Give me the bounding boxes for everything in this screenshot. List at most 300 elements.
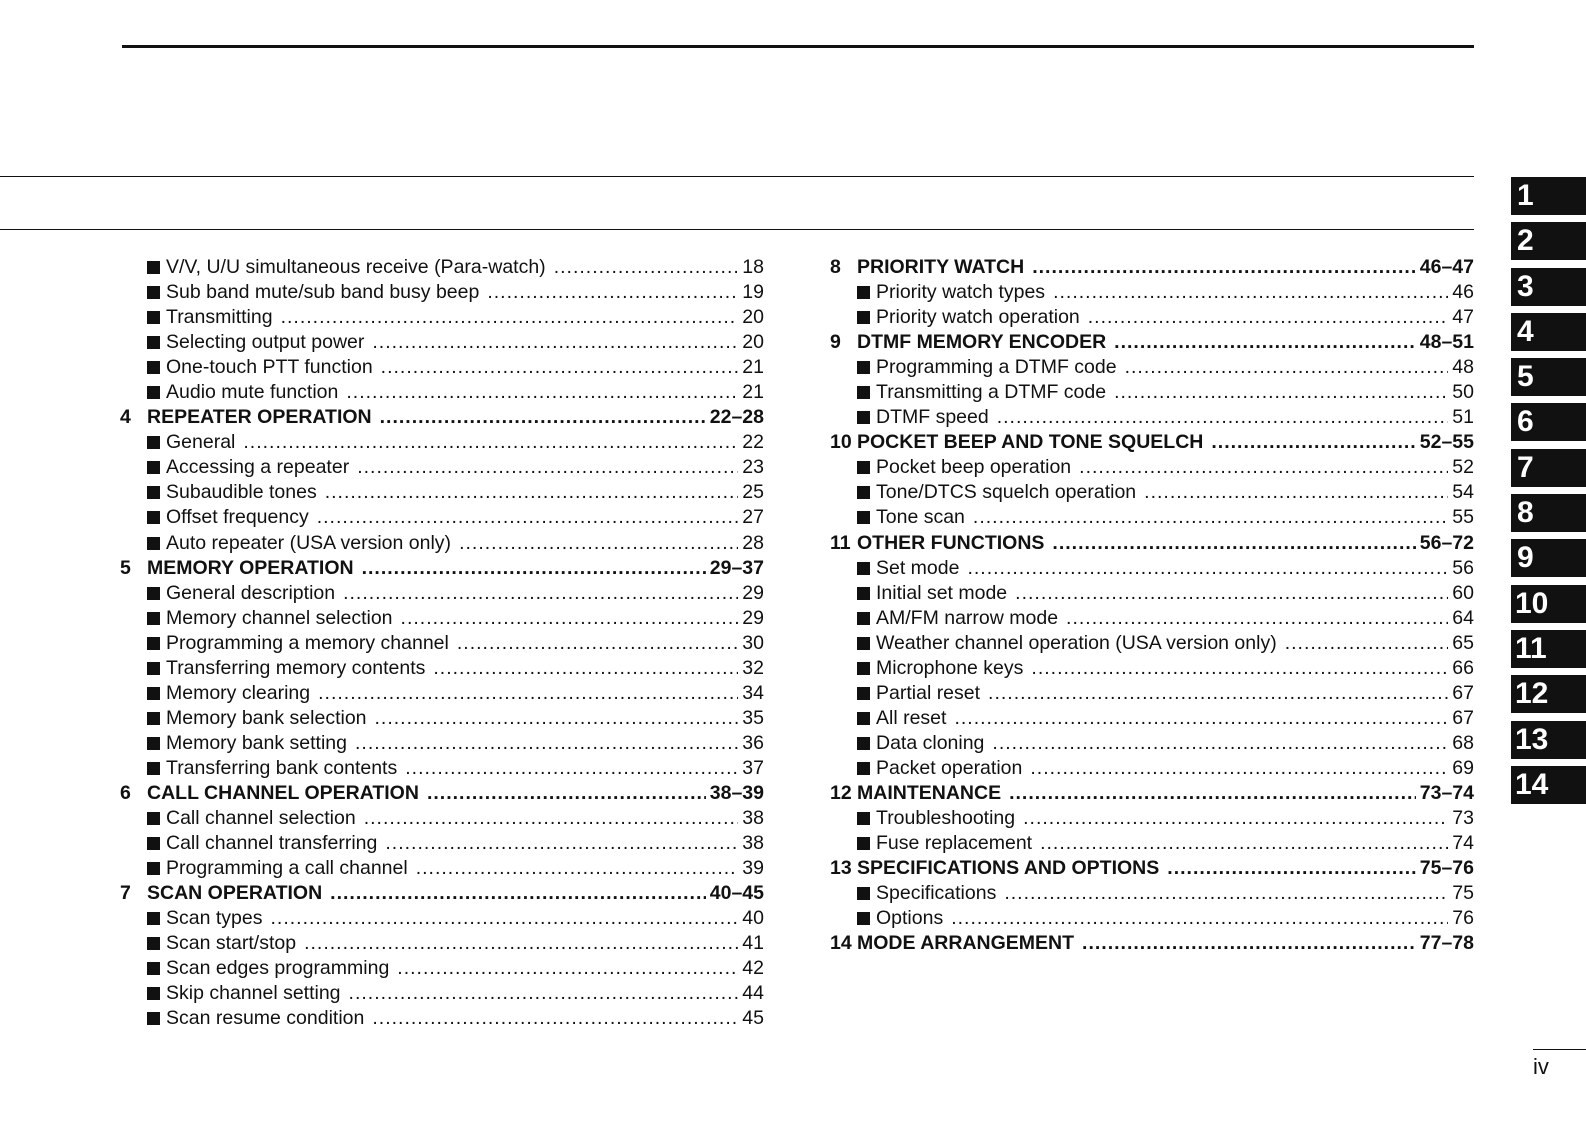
toc-section-heading[interactable] bbox=[120, 405, 764, 430]
toc-section-number: 10 bbox=[830, 431, 852, 454]
toc-title: SCAN OPERATION bbox=[147, 882, 323, 905]
dot-leader bbox=[1031, 656, 1448, 681]
square-bullet-icon bbox=[857, 887, 870, 900]
toc-page-number: 18 bbox=[742, 256, 764, 278]
toc-title: Transmitting bbox=[166, 306, 273, 329]
square-bullet-icon bbox=[147, 862, 160, 875]
toc-page-number: 73 bbox=[1452, 807, 1474, 830]
dot-leader bbox=[380, 405, 706, 430]
dot-leader bbox=[325, 480, 739, 505]
toc-entry[interactable] bbox=[830, 405, 1474, 430]
dot-leader bbox=[487, 280, 738, 305]
toc-page-number: 46–47 bbox=[1419, 256, 1474, 278]
dot-leader bbox=[405, 756, 738, 781]
toc-title: Tone scan bbox=[876, 506, 965, 529]
toc-title: Programming a memory channel bbox=[166, 631, 449, 654]
section-tab-10[interactable]: 10 bbox=[1511, 585, 1586, 623]
toc-entry[interactable] bbox=[120, 1006, 764, 1031]
toc-title: POCKET BEEP AND TONE SQUELCH bbox=[857, 431, 1204, 454]
dot-leader bbox=[385, 831, 738, 856]
square-bullet-icon bbox=[147, 587, 160, 600]
toc-entry[interactable] bbox=[120, 706, 764, 731]
toc-entry[interactable] bbox=[830, 355, 1474, 380]
toc-page-number: 69 bbox=[1452, 756, 1474, 779]
toc-page-number: 29 bbox=[742, 606, 764, 629]
toc-page-number: 22 bbox=[742, 431, 764, 454]
toc-page-number: 39 bbox=[742, 857, 764, 880]
toc-title: Scan resume condition bbox=[166, 1007, 365, 1030]
square-bullet-icon bbox=[147, 737, 160, 750]
dot-leader bbox=[1053, 280, 1448, 305]
toc-section-heading[interactable] bbox=[830, 931, 1474, 956]
toc-entry[interactable] bbox=[120, 981, 764, 1006]
section-tab-3[interactable]: 3 bbox=[1511, 268, 1586, 306]
square-bullet-icon bbox=[147, 962, 160, 975]
toc-page-number: 40 bbox=[742, 907, 764, 930]
square-bullet-icon bbox=[147, 612, 160, 625]
toc-page-number: 21 bbox=[742, 381, 764, 404]
section-tab-2[interactable]: 2 bbox=[1511, 222, 1586, 260]
toc-page-number: 34 bbox=[742, 681, 764, 704]
toc-title: Troubleshooting bbox=[876, 807, 1016, 830]
square-bullet-icon bbox=[147, 1012, 160, 1025]
toc-title: Skip channel setting bbox=[166, 982, 341, 1005]
folio-rule bbox=[1533, 1049, 1586, 1050]
toc-page-number: 75 bbox=[1452, 882, 1474, 905]
square-bullet-icon bbox=[857, 411, 870, 424]
square-bullet-icon bbox=[147, 386, 160, 399]
dot-leader bbox=[554, 255, 739, 280]
dot-leader bbox=[372, 1006, 738, 1031]
toc-page-number: 54 bbox=[1452, 481, 1474, 504]
toc-title: Pocket beep operation bbox=[876, 456, 1072, 479]
toc-page-number: 28 bbox=[742, 531, 764, 554]
dot-leader bbox=[1015, 581, 1448, 606]
square-bullet-icon bbox=[147, 461, 160, 474]
toc-entry[interactable] bbox=[830, 756, 1474, 781]
dot-leader bbox=[381, 355, 739, 380]
toc-page-number: 45 bbox=[742, 1007, 764, 1030]
square-bullet-icon bbox=[147, 361, 160, 374]
square-bullet-icon bbox=[147, 261, 160, 274]
toc-page-number: 68 bbox=[1452, 731, 1474, 754]
toc-entry[interactable] bbox=[120, 531, 764, 556]
dot-leader bbox=[401, 606, 739, 631]
toc-page-number: 38–39 bbox=[709, 781, 764, 804]
square-bullet-icon bbox=[857, 837, 870, 850]
square-bullet-icon bbox=[857, 762, 870, 775]
square-bullet-icon bbox=[147, 812, 160, 825]
toc-page-number: 75–76 bbox=[1419, 857, 1474, 880]
toc-entry[interactable] bbox=[120, 430, 764, 455]
toc-entry[interactable] bbox=[830, 556, 1474, 581]
top-rule bbox=[122, 45, 1474, 48]
toc-section-number: 14 bbox=[830, 932, 852, 955]
toc-entry[interactable] bbox=[120, 305, 764, 330]
dot-leader bbox=[1052, 531, 1415, 556]
toc-title: Set mode bbox=[876, 556, 960, 579]
toc-section-heading[interactable] bbox=[120, 781, 764, 806]
dot-leader bbox=[372, 330, 738, 355]
section-tab-4[interactable]: 4 bbox=[1511, 313, 1586, 351]
toc-entry[interactable] bbox=[830, 906, 1474, 931]
toc-section-number: 6 bbox=[120, 781, 131, 804]
toc-section-heading[interactable] bbox=[830, 255, 1474, 280]
square-bullet-icon bbox=[147, 762, 160, 775]
toc-page-number: 29–37 bbox=[709, 556, 764, 579]
toc-title: Scan start/stop bbox=[166, 932, 297, 955]
toc-section-heading[interactable] bbox=[120, 881, 764, 906]
dot-leader bbox=[1030, 756, 1448, 781]
toc-title: Auto repeater (USA version only) bbox=[166, 531, 452, 554]
toc-page-number: 74 bbox=[1452, 832, 1474, 855]
toc-section-number: 9 bbox=[830, 331, 841, 354]
section-tab-7[interactable]: 7 bbox=[1511, 449, 1586, 487]
dot-leader bbox=[355, 731, 738, 756]
dot-leader bbox=[427, 781, 706, 806]
toc-entry[interactable] bbox=[120, 330, 764, 355]
dot-leader bbox=[1114, 380, 1448, 405]
toc-entry[interactable] bbox=[120, 681, 764, 706]
section-tab-14[interactable]: 14 bbox=[1511, 766, 1586, 804]
toc-section-heading[interactable] bbox=[830, 781, 1474, 806]
toc-title: Priority watch types bbox=[876, 281, 1046, 304]
toc-entry[interactable] bbox=[830, 455, 1474, 480]
toc-entry[interactable] bbox=[120, 956, 764, 981]
toc-page-number: 76 bbox=[1452, 907, 1474, 930]
dot-leader bbox=[1211, 430, 1415, 455]
dot-leader bbox=[997, 405, 1449, 430]
square-bullet-icon bbox=[857, 687, 870, 700]
toc-title: Transferring memory contents bbox=[166, 656, 426, 679]
toc-section-number: 7 bbox=[120, 882, 131, 905]
toc-page-number: 29 bbox=[742, 581, 764, 604]
dot-leader bbox=[967, 556, 1448, 581]
section-tab-11[interactable]: 11 bbox=[1511, 630, 1586, 668]
toc-title: Data cloning bbox=[876, 731, 985, 754]
section-tab-9[interactable]: 9 bbox=[1511, 539, 1586, 577]
dot-leader bbox=[459, 531, 738, 556]
toc-title: DTMF speed bbox=[876, 406, 989, 429]
square-bullet-icon bbox=[147, 662, 160, 675]
toc-title: Scan types bbox=[166, 907, 263, 930]
toc-right-column bbox=[830, 255, 1474, 956]
toc-title: MODE ARRANGEMENT bbox=[857, 932, 1075, 955]
square-bullet-icon bbox=[857, 486, 870, 499]
square-bullet-icon bbox=[147, 912, 160, 925]
toc-section-heading[interactable] bbox=[830, 856, 1474, 881]
toc-entry[interactable] bbox=[120, 631, 764, 656]
section-tab-1[interactable]: 1 bbox=[1511, 177, 1586, 215]
dot-leader bbox=[375, 706, 739, 731]
dot-leader bbox=[951, 906, 1448, 931]
toc-title: Transferring bank contents bbox=[166, 756, 398, 779]
toc-section-heading[interactable] bbox=[120, 556, 764, 581]
toc-title: Programming a call channel bbox=[166, 857, 408, 880]
toc-title: Specifications bbox=[876, 882, 997, 905]
toc-entry[interactable] bbox=[830, 731, 1474, 756]
toc-title: DTMF MEMORY ENCODER bbox=[857, 331, 1107, 354]
toc-section-heading[interactable] bbox=[830, 330, 1474, 355]
toc-page-number: 66 bbox=[1452, 656, 1474, 679]
toc-title: REPEATER OPERATION bbox=[147, 406, 372, 429]
toc-title: One-touch PTT function bbox=[166, 356, 373, 379]
toc-title: Memory bank setting bbox=[166, 731, 347, 754]
dot-leader bbox=[1066, 606, 1448, 631]
toc-page-number: 22–28 bbox=[709, 406, 764, 429]
toc-entry[interactable] bbox=[830, 806, 1474, 831]
dot-leader bbox=[364, 806, 739, 831]
dot-leader bbox=[988, 681, 1448, 706]
toc-title: General description bbox=[166, 581, 336, 604]
toc-page-number: 36 bbox=[742, 731, 764, 754]
toc-entry[interactable] bbox=[830, 380, 1474, 405]
toc-page-number: 51 bbox=[1452, 406, 1474, 429]
toc-title: OTHER FUNCTIONS bbox=[857, 531, 1045, 554]
section-tab-6[interactable]: 6 bbox=[1511, 403, 1586, 441]
square-bullet-icon bbox=[857, 912, 870, 925]
toc-page-number: 56–72 bbox=[1419, 531, 1474, 554]
dot-leader bbox=[357, 455, 738, 480]
toc-entry[interactable] bbox=[830, 305, 1474, 330]
dot-leader bbox=[318, 681, 738, 706]
toc-title: Initial set mode bbox=[876, 581, 1008, 604]
toc-entry[interactable] bbox=[120, 731, 764, 756]
toc-page-number: 20 bbox=[742, 331, 764, 354]
toc-section-number: 12 bbox=[830, 781, 852, 804]
toc-entry[interactable] bbox=[120, 380, 764, 405]
toc-entry[interactable] bbox=[830, 831, 1474, 856]
toc-title: AM/FM narrow mode bbox=[876, 606, 1059, 629]
dot-leader bbox=[457, 631, 738, 656]
toc-entry[interactable] bbox=[120, 656, 764, 681]
toc-entry[interactable] bbox=[120, 505, 764, 530]
square-bullet-icon bbox=[147, 336, 160, 349]
toc-title: MAINTENANCE bbox=[857, 781, 1002, 804]
square-bullet-icon bbox=[147, 311, 160, 324]
toc-page-number: 23 bbox=[742, 456, 764, 479]
toc-section-number: 5 bbox=[120, 556, 131, 579]
square-bullet-icon bbox=[147, 987, 160, 1000]
toc-page-number: 55 bbox=[1452, 506, 1474, 529]
toc-page-number: 41 bbox=[742, 932, 764, 955]
dot-leader bbox=[243, 430, 738, 455]
dot-leader bbox=[992, 731, 1448, 756]
toc-page-number: 40–45 bbox=[709, 882, 764, 905]
dot-leader bbox=[1114, 330, 1416, 355]
toc-entry[interactable] bbox=[830, 581, 1474, 606]
toc-entry[interactable] bbox=[830, 631, 1474, 656]
toc-page-number: 52 bbox=[1452, 456, 1474, 479]
toc-section-number: 4 bbox=[120, 406, 131, 429]
section-tab-5[interactable]: 5 bbox=[1511, 358, 1586, 396]
dot-leader bbox=[281, 305, 739, 330]
toc-entry[interactable] bbox=[120, 280, 764, 305]
dot-leader bbox=[362, 556, 706, 581]
square-bullet-icon bbox=[857, 712, 870, 725]
toc-title: Subaudible tones bbox=[166, 481, 317, 504]
toc-entry[interactable] bbox=[120, 831, 764, 856]
toc-page-number: 37 bbox=[742, 756, 764, 779]
toc-entry[interactable] bbox=[120, 455, 764, 480]
toc-page-number: 44 bbox=[742, 982, 764, 1005]
dot-leader bbox=[1125, 355, 1449, 380]
toc-entry[interactable] bbox=[120, 906, 764, 931]
toc-entry[interactable] bbox=[830, 706, 1474, 731]
toc-page-number: 27 bbox=[742, 506, 764, 529]
toc-entry[interactable] bbox=[830, 681, 1474, 706]
toc-page-number: 21 bbox=[742, 356, 764, 379]
toc-title: Memory channel selection bbox=[166, 606, 393, 629]
toc-page-number: 64 bbox=[1452, 606, 1474, 629]
toc-title: PRIORITY WATCH bbox=[857, 256, 1025, 278]
dot-leader bbox=[317, 505, 739, 530]
square-bullet-icon bbox=[857, 587, 870, 600]
toc-title: Accessing a repeater bbox=[166, 456, 350, 479]
square-bullet-icon bbox=[147, 286, 160, 299]
toc-entry[interactable] bbox=[830, 606, 1474, 631]
toc-entry[interactable] bbox=[120, 355, 764, 380]
toc-entry[interactable] bbox=[120, 756, 764, 781]
toc-entry[interactable] bbox=[120, 606, 764, 631]
dot-leader bbox=[349, 981, 739, 1006]
toc-page-number: 47 bbox=[1452, 306, 1474, 329]
toc-page-number: 38 bbox=[742, 807, 764, 830]
toc-entry[interactable] bbox=[120, 480, 764, 505]
toc-title: Transmitting a DTMF code bbox=[876, 381, 1107, 404]
toc-title: CALL CHANNEL OPERATION bbox=[147, 781, 419, 804]
dot-leader bbox=[433, 656, 738, 681]
dot-leader bbox=[346, 380, 738, 405]
toc-entry[interactable] bbox=[830, 480, 1474, 505]
dot-leader bbox=[304, 931, 738, 956]
toc-page-number: 32 bbox=[742, 656, 764, 679]
toc-page-number: 52–55 bbox=[1419, 431, 1474, 454]
toc-page-number: 42 bbox=[742, 957, 764, 980]
toc-page-number: 73–74 bbox=[1419, 781, 1474, 804]
toc-title: MEMORY OPERATION bbox=[147, 556, 354, 579]
toc-entry[interactable] bbox=[830, 505, 1474, 530]
toc-title: Partial reset bbox=[876, 681, 981, 704]
square-bullet-icon bbox=[147, 486, 160, 499]
toc-page-number: 48–51 bbox=[1419, 331, 1474, 354]
toc-page-number: 46 bbox=[1452, 281, 1474, 304]
square-bullet-icon bbox=[857, 612, 870, 625]
toc-entry[interactable] bbox=[830, 280, 1474, 305]
toc-section-number: 13 bbox=[830, 857, 852, 880]
square-bullet-icon bbox=[857, 311, 870, 324]
square-bullet-icon bbox=[857, 662, 870, 675]
dot-leader bbox=[1082, 931, 1416, 956]
toc-title: Call channel transferring bbox=[166, 832, 378, 855]
toc-title: Microphone keys bbox=[876, 656, 1024, 679]
toc-title: General bbox=[166, 431, 236, 454]
toc-entry[interactable] bbox=[120, 931, 764, 956]
square-bullet-icon bbox=[857, 637, 870, 650]
toc-title: Options bbox=[876, 907, 944, 930]
toc-title: Tone/DTCS squelch operation bbox=[876, 481, 1137, 504]
toc-entry[interactable] bbox=[830, 656, 1474, 681]
toc-title: Packet operation bbox=[876, 756, 1023, 779]
toc-page-number: 20 bbox=[742, 306, 764, 329]
section-tab-8[interactable]: 8 bbox=[1511, 494, 1586, 532]
toc-title: Call channel selection bbox=[166, 807, 356, 830]
dot-leader bbox=[1079, 455, 1448, 480]
square-bullet-icon bbox=[857, 386, 870, 399]
square-bullet-icon bbox=[857, 737, 870, 750]
square-bullet-icon bbox=[147, 537, 160, 550]
square-bullet-icon bbox=[857, 511, 870, 524]
square-bullet-icon bbox=[147, 937, 160, 950]
dot-leader bbox=[1009, 781, 1416, 806]
toc-section-heading[interactable] bbox=[830, 531, 1474, 556]
toc-title: V/V, U/U simultaneous receive (Para-watch) bbox=[166, 256, 546, 278]
dot-leader bbox=[1032, 255, 1416, 280]
toc-page-number: 48 bbox=[1452, 356, 1474, 379]
section-tabs bbox=[1511, 177, 1586, 811]
toc-page-number: 77–78 bbox=[1419, 932, 1474, 955]
toc-section-heading[interactable] bbox=[830, 430, 1474, 455]
section-tab-12[interactable]: 12 bbox=[1511, 675, 1586, 713]
toc-title: SPECIFICATIONS AND OPTIONS bbox=[857, 857, 1160, 880]
square-bullet-icon bbox=[857, 812, 870, 825]
toc-title: Scan edges programming bbox=[166, 957, 390, 980]
square-bullet-icon bbox=[857, 461, 870, 474]
toc-page-number: 25 bbox=[742, 481, 764, 504]
dot-leader bbox=[343, 581, 738, 606]
toc-title: Selecting output power bbox=[166, 331, 365, 354]
toc-title: Sub band mute/sub band busy beep bbox=[166, 281, 480, 304]
square-bullet-icon bbox=[857, 286, 870, 299]
dot-leader bbox=[397, 956, 738, 981]
dot-leader bbox=[1088, 305, 1449, 330]
toc-title: Offset frequency bbox=[166, 506, 309, 529]
toc-entry[interactable] bbox=[830, 881, 1474, 906]
toc-title: Priority watch operation bbox=[876, 306, 1080, 329]
header-band-bottom-rule bbox=[0, 229, 1474, 230]
header-band-top-rule bbox=[0, 176, 1474, 177]
page-number: iv bbox=[1533, 1054, 1549, 1079]
toc-title: Programming a DTMF code bbox=[876, 356, 1117, 379]
toc-page-number: 67 bbox=[1452, 681, 1474, 704]
toc-entry[interactable] bbox=[120, 856, 764, 881]
dot-leader bbox=[1040, 831, 1448, 856]
toc-page-number: 38 bbox=[742, 832, 764, 855]
toc-page-number: 65 bbox=[1452, 631, 1474, 654]
toc-title: Memory bank selection bbox=[166, 706, 367, 729]
toc-entry[interactable] bbox=[120, 806, 764, 831]
toc-page-number: 56 bbox=[1452, 556, 1474, 579]
square-bullet-icon bbox=[147, 687, 160, 700]
dot-leader bbox=[1023, 806, 1448, 831]
toc-page-number: 19 bbox=[742, 281, 764, 304]
toc-left-column bbox=[120, 255, 764, 1031]
toc-entry[interactable] bbox=[120, 581, 764, 606]
square-bullet-icon bbox=[147, 436, 160, 449]
dot-leader bbox=[1144, 480, 1448, 505]
toc-section-number: 11 bbox=[830, 531, 851, 554]
toc-title: Fuse replacement bbox=[876, 832, 1033, 855]
toc-title: Memory clearing bbox=[166, 681, 311, 704]
dot-leader bbox=[954, 706, 1448, 731]
toc-page-number: 50 bbox=[1452, 381, 1474, 404]
dot-leader bbox=[270, 906, 738, 931]
dot-leader bbox=[1004, 881, 1448, 906]
toc-entry[interactable] bbox=[120, 255, 764, 280]
section-tab-13[interactable]: 13 bbox=[1511, 721, 1586, 759]
toc-title: Weather channel operation (USA version only) bbox=[876, 631, 1277, 654]
toc-page-number: 35 bbox=[742, 706, 764, 729]
